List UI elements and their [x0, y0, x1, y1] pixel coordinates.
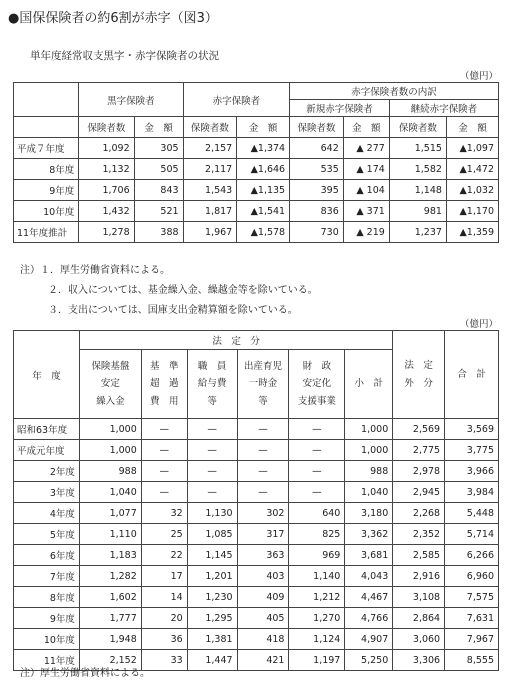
table-cell: 640	[289, 503, 345, 524]
table-cell: 3,180	[345, 503, 393, 524]
table-cell: —	[141, 482, 187, 503]
table-cell: 5,714	[445, 524, 499, 545]
column-header: 職 員 給与費 等	[187, 350, 237, 419]
table-cell: 1,381	[187, 629, 237, 650]
col-count: 保険者数	[389, 117, 446, 138]
row-label: 2年度	[14, 461, 80, 482]
col-count: 保険者数	[79, 117, 134, 138]
table-cell: 521	[134, 201, 183, 222]
table-cell: 7,575	[445, 587, 499, 608]
row-label: 9年度	[14, 180, 79, 201]
row-label: 平成７年度	[14, 138, 79, 159]
table-cell: 988	[79, 461, 141, 482]
table-cell: 409	[237, 587, 289, 608]
row-label: 4年度	[14, 503, 80, 524]
table-cell: 3,681	[345, 545, 393, 566]
table-cell: ▲ 174	[343, 159, 389, 180]
table-cell: —	[237, 440, 289, 461]
table-row	[14, 545, 499, 566]
table-cell: 17	[141, 566, 187, 587]
table-cell: 1,447	[187, 650, 237, 671]
table-cell: 4,907	[345, 629, 393, 650]
table-cell: —	[187, 461, 237, 482]
table-cell: 535	[290, 159, 344, 180]
table-cell: —	[187, 440, 237, 461]
table-cell: 2,268	[393, 503, 445, 524]
row-label: 9年度	[14, 608, 80, 629]
table-cell: 7,631	[445, 608, 499, 629]
table-cell: 3,569	[445, 419, 499, 440]
table-cell: ▲ 219	[343, 222, 389, 243]
table-cell: ▲ 277	[343, 138, 389, 159]
table-cell: —	[141, 461, 187, 482]
table-cell: —	[289, 440, 345, 461]
table-cell: 2,569	[393, 419, 445, 440]
column-header: 基 準 超 過 費 用	[141, 350, 187, 419]
table-cell: 1,237	[389, 222, 446, 243]
row-label: 5年度	[14, 524, 80, 545]
table-cell: 2,152	[79, 650, 141, 671]
table-cell: 1,282	[79, 566, 141, 587]
table-cell: 3,984	[445, 482, 499, 503]
header-new: 新規赤字保険者	[290, 100, 390, 117]
table-cell: 730	[290, 222, 344, 243]
row-label: 11年度推計	[14, 222, 79, 243]
table-cell: 1,212	[289, 587, 345, 608]
table-cell: 981	[389, 201, 446, 222]
column-header: 財 政 安定化 支援事業	[289, 350, 345, 419]
table-cell: 1,183	[79, 545, 141, 566]
header-non-legal: 法 定 外 分	[393, 331, 445, 419]
col-amount: 金 額	[343, 117, 389, 138]
header-black: 黒字保険者	[79, 83, 183, 117]
table-cell: 1,145	[187, 545, 237, 566]
table-cell: ▲1,646	[237, 159, 290, 180]
table-row	[14, 138, 499, 159]
table-row	[14, 180, 499, 201]
table-cell: 2,945	[393, 482, 445, 503]
table-cell: 363	[237, 545, 289, 566]
col-count: 保険者数	[183, 117, 237, 138]
table-row	[14, 461, 499, 482]
table-row	[14, 159, 499, 180]
table-cell: 2,864	[393, 608, 445, 629]
table-cell: 1,515	[389, 138, 446, 159]
table-cell: 1,201	[187, 566, 237, 587]
table-cell: —	[187, 482, 237, 503]
table-cell: 418	[237, 629, 289, 650]
row-label: 6年度	[14, 545, 80, 566]
table-cell: 302	[237, 503, 289, 524]
table-cell: 1,278	[79, 222, 134, 243]
row-label: 10年度	[14, 201, 79, 222]
table-cell: ▲1,359	[446, 222, 498, 243]
table1-note-1: 注）１．厚生労働省資料による。	[20, 265, 170, 276]
table-cell: ▲1,541	[237, 201, 290, 222]
table-cell: 3,362	[345, 524, 393, 545]
table-cell: —	[237, 482, 289, 503]
subsidy-table	[13, 330, 499, 671]
table-cell: 1,197	[289, 650, 345, 671]
table-cell: 1,230	[187, 587, 237, 608]
table-cell: 5,250	[345, 650, 393, 671]
table-cell: 4,043	[345, 566, 393, 587]
table-cell: —	[237, 419, 289, 440]
table-cell: 1,085	[187, 524, 237, 545]
table-cell: —	[187, 419, 237, 440]
table-cell: 388	[134, 222, 183, 243]
table-cell: —	[289, 419, 345, 440]
table-cell: 1,148	[389, 180, 446, 201]
table-cell: 32	[141, 503, 187, 524]
row-label: 昭和63年度	[14, 419, 80, 440]
header-total: 合 計	[445, 331, 499, 419]
table-cell: 36	[141, 629, 187, 650]
table-cell: 642	[290, 138, 344, 159]
table-cell: 405	[237, 608, 289, 629]
table-cell: 1,040	[79, 482, 141, 503]
table-cell: 2,352	[393, 524, 445, 545]
table-cell: 1,132	[79, 159, 134, 180]
table1-note-2: ２．収入については、基金繰入金、繰越金等を除いている。	[48, 285, 318, 296]
table-cell: 836	[290, 201, 344, 222]
table-cell: 1,140	[289, 566, 345, 587]
row-label: 平成元年度	[14, 440, 80, 461]
table-cell: 1,295	[187, 608, 237, 629]
table-cell: 5,448	[445, 503, 499, 524]
table-cell: ▲1,472	[446, 159, 498, 180]
row-label: 8年度	[14, 159, 79, 180]
table-cell: 1,432	[79, 201, 134, 222]
table-cell: ▲1,097	[446, 138, 498, 159]
table-cell: 1,543	[183, 180, 237, 201]
table-cell: 1,077	[79, 503, 141, 524]
row-label: 11年度	[14, 650, 80, 671]
table-cell: 8,555	[445, 650, 499, 671]
table-cell: 505	[134, 159, 183, 180]
table-cell: 2,775	[393, 440, 445, 461]
table-row	[14, 419, 499, 440]
table-cell: 988	[345, 461, 393, 482]
row-label: 8年度	[14, 587, 80, 608]
column-header: 小 計	[345, 350, 393, 419]
table-cell: 6,266	[445, 545, 499, 566]
table-row	[14, 440, 499, 461]
table-cell: 20	[141, 608, 187, 629]
table2-unit: （億円）	[459, 319, 498, 330]
col-amount: 金 額	[237, 117, 290, 138]
table-cell: 395	[290, 180, 344, 201]
table-row	[14, 503, 499, 524]
table-cell: 1,270	[289, 608, 345, 629]
table-cell: 3,060	[393, 629, 445, 650]
table-cell: 2,585	[393, 545, 445, 566]
table-cell: 33	[141, 650, 187, 671]
table-cell: ▲1,135	[237, 180, 290, 201]
table-row	[14, 566, 499, 587]
table-cell: ▲ 104	[343, 180, 389, 201]
table-cell: ▲1,374	[237, 138, 290, 159]
table-cell: —	[141, 419, 187, 440]
col-count: 保険者数	[290, 117, 344, 138]
table-cell: —	[289, 482, 345, 503]
table-cell: 1,040	[345, 482, 393, 503]
table-cell: 3,966	[445, 461, 499, 482]
table-cell: 1,000	[79, 440, 141, 461]
header-red: 赤字保険者	[183, 83, 290, 117]
col-amount: 金 額	[134, 117, 183, 138]
table-cell: 2,117	[183, 159, 237, 180]
table-cell: 14	[141, 587, 187, 608]
header-breakdown: 赤字保険者数の内訳	[290, 83, 499, 100]
table-cell: 22	[141, 545, 187, 566]
table-cell: 3,306	[393, 650, 445, 671]
table-cell: 1,110	[79, 524, 141, 545]
table-cell: 1,706	[79, 180, 134, 201]
surplus-deficit-table	[13, 82, 499, 243]
table-cell: 1,124	[289, 629, 345, 650]
table-cell: —	[289, 461, 345, 482]
table1-subtitle: 単年度経常収支黒字・赤字保険者の状況	[30, 50, 219, 62]
table-cell: 1,582	[389, 159, 446, 180]
table-cell: 2,157	[183, 138, 237, 159]
table-cell: 305	[134, 138, 183, 159]
table-cell: 825	[289, 524, 345, 545]
table-cell: 25	[141, 524, 187, 545]
table-cell: 403	[237, 566, 289, 587]
table-cell: 2,978	[393, 461, 445, 482]
column-header: 出産育児 一時金 等	[237, 350, 289, 419]
table-cell: 6,960	[445, 566, 499, 587]
table-cell: —	[237, 461, 289, 482]
table-cell: 969	[289, 545, 345, 566]
table-cell: ▲ 371	[343, 201, 389, 222]
table-cell: 3,775	[445, 440, 499, 461]
table2-note: 注）厚生労働省資料による。	[20, 668, 150, 679]
table-cell: ▲1,032	[446, 180, 498, 201]
table-cell: 1,130	[187, 503, 237, 524]
header-blank	[14, 117, 79, 138]
table-cell: 1,000	[79, 419, 141, 440]
table-row	[14, 201, 499, 222]
table-cell: 4,766	[345, 608, 393, 629]
table-cell: ▲1,170	[446, 201, 498, 222]
table-cell: 3,108	[393, 587, 445, 608]
header-year-blank	[14, 83, 79, 117]
table-cell: ▲1,578	[237, 222, 290, 243]
row-label: 10年度	[14, 629, 80, 650]
header-legal: 法 定 分	[79, 331, 392, 350]
table-row	[14, 629, 499, 650]
table-row	[14, 524, 499, 545]
table1-note-3: ３．支出については、国庫支出金精算額を除いている。	[48, 305, 298, 316]
page-title: ●国保保険者の約6割が赤字（図3）	[8, 11, 218, 26]
table-row	[14, 482, 499, 503]
table-cell: 1,602	[79, 587, 141, 608]
table-row	[14, 587, 499, 608]
table-cell: 1,967	[183, 222, 237, 243]
table-cell: 1,092	[79, 138, 134, 159]
row-label: 7年度	[14, 566, 80, 587]
table-cell: 1,817	[183, 201, 237, 222]
table-cell: 2,916	[393, 566, 445, 587]
header-year: 年 度	[14, 331, 80, 419]
table-cell: 1,948	[79, 629, 141, 650]
table-row	[14, 222, 499, 243]
table-cell: 421	[237, 650, 289, 671]
table-cell: 1,000	[345, 440, 393, 461]
table-cell: 1,777	[79, 608, 141, 629]
table-cell: 4,467	[345, 587, 393, 608]
table1-unit: （億円）	[459, 71, 498, 82]
table-cell: 7,967	[445, 629, 499, 650]
header-cont: 継続赤字保険者	[389, 100, 498, 117]
table-cell: 843	[134, 180, 183, 201]
table-cell: 1,000	[345, 419, 393, 440]
table-row	[14, 608, 499, 629]
row-label: 3年度	[14, 482, 80, 503]
column-header: 保険基盤 安定 繰入金	[79, 350, 141, 419]
table-cell: 317	[237, 524, 289, 545]
col-amount: 金 額	[446, 117, 498, 138]
table-cell: —	[141, 440, 187, 461]
